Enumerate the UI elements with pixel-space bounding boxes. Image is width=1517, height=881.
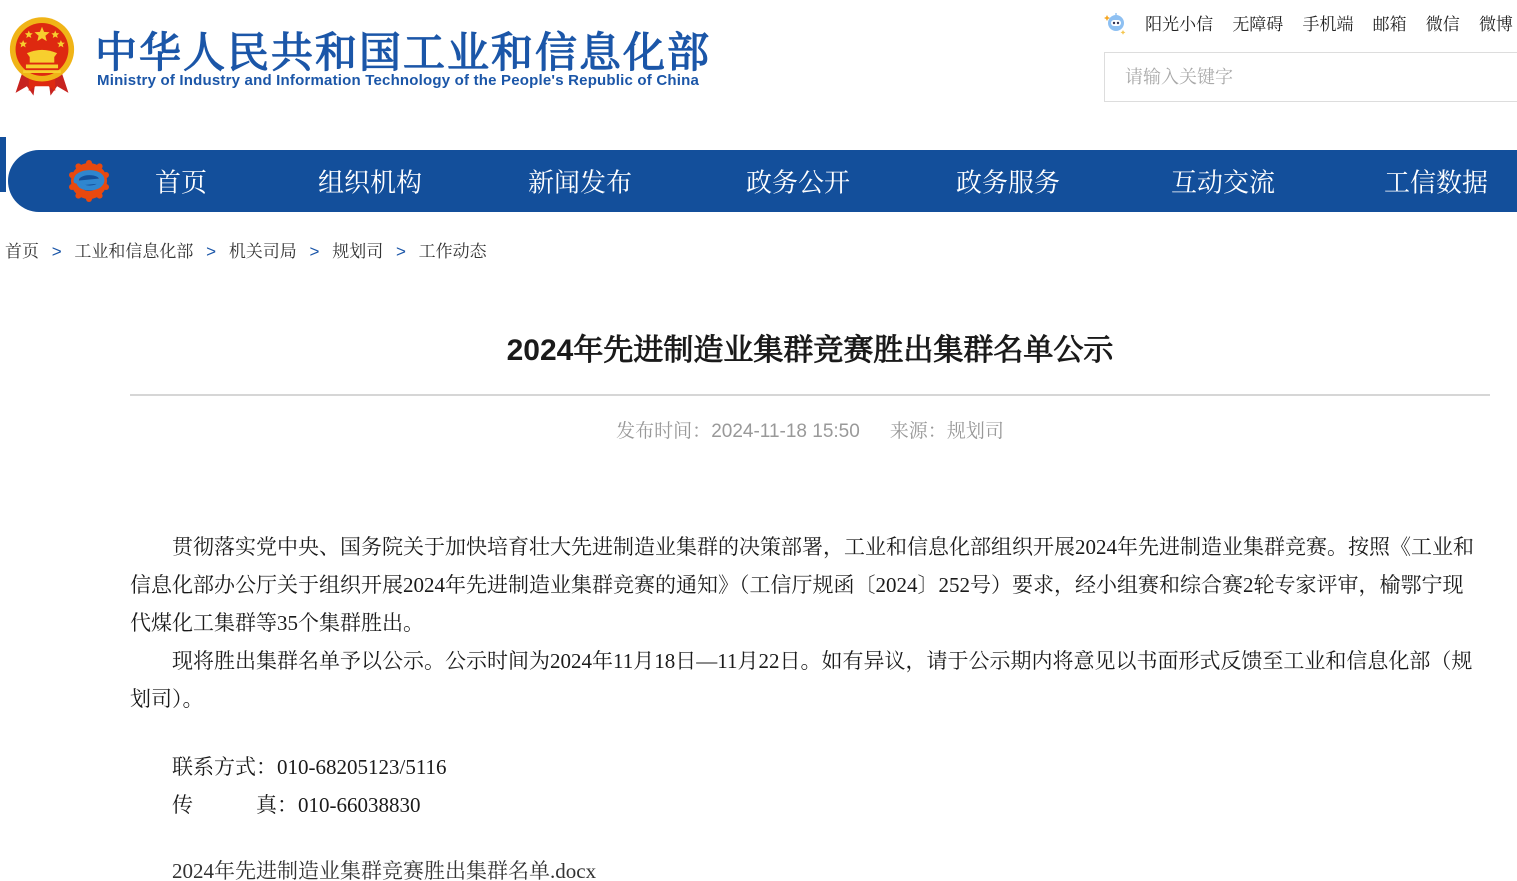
attachment-link[interactable]: 2024年先进制造业集群竞赛胜出集群名单.docx xyxy=(172,859,597,881)
breadcrumb-departments[interactable]: 机关司局 xyxy=(228,242,297,261)
national-emblem-logo[interactable] xyxy=(8,12,76,100)
breadcrumb-separator: > xyxy=(51,242,62,261)
nav-left-notch xyxy=(0,137,6,192)
publish-time: 2024-11-18 15:50 xyxy=(711,421,860,442)
breadcrumb-miit[interactable]: 工业和信息化部 xyxy=(74,242,194,261)
quick-link-mail[interactable]: 邮箱 xyxy=(1372,15,1407,34)
breadcrumb-separator: > xyxy=(206,242,217,261)
breadcrumb-work-updates[interactable]: 工作动态 xyxy=(418,242,487,261)
attachment-row xyxy=(130,852,1475,881)
miit-gear-logo-icon[interactable] xyxy=(66,158,112,204)
title-divider xyxy=(130,394,1490,396)
source-label: 来源： xyxy=(889,421,947,442)
contact-fax: 传 真：010-66038830 xyxy=(172,793,421,817)
nav-item-news[interactable]: 新闻发布 xyxy=(527,167,633,198)
site-title: 中华人民共和国工业和信息化部 xyxy=(95,29,712,76)
article-meta xyxy=(130,416,1490,442)
breadcrumb-separator: > xyxy=(309,242,320,261)
quick-link-wechat[interactable]: 微信 xyxy=(1425,15,1460,34)
main-nav xyxy=(8,150,1517,212)
nav-item-miit-data[interactable]: 工信数据 xyxy=(1383,167,1489,198)
header-quick-links xyxy=(1104,10,1513,35)
search-box xyxy=(1104,52,1517,102)
contact-block xyxy=(130,748,1475,824)
paragraph-2: 现将胜出集群名单予以公示。公示时间为2024年11月18日—11月22日。如有异议，请于公示期内将意见以书面形式反馈至工业和信息化部（规划司）。 xyxy=(130,649,1473,711)
article xyxy=(130,318,1490,881)
nav-item-home[interactable]: 首页 xyxy=(154,167,208,198)
breadcrumb-home[interactable]: 首页 xyxy=(5,242,39,261)
source-value: 规划司 xyxy=(946,421,1004,442)
breadcrumb-separator: > xyxy=(395,242,406,261)
chatbot-icon[interactable] xyxy=(1104,11,1126,35)
publish-time-label: 发布时间： xyxy=(616,421,712,442)
national-emblem-icon xyxy=(8,12,76,100)
breadcrumb-planning-dept[interactable]: 规划司 xyxy=(332,242,384,261)
site-subtitle: Ministry of Industry and Information Technology of the People's Republic of China xyxy=(97,72,700,89)
quick-link-mobile[interactable]: 手机端 xyxy=(1302,15,1354,34)
nav-item-organization[interactable]: 组织机构 xyxy=(317,167,423,198)
paragraph-1: 贯彻落实党中央、国务院关于加快培育壮大先进制造业集群的决策部署，工业和信息化部组织开展2024年先进制造业集群竞赛。按照《工业和信息化部办公厅关于组织开展2024年先进制造业集群竞赛的通知》（工信厅规函〔2024〕252号）要求，经小组赛和综合赛2轮专家评审，榆鄂宁现代煤化工集群等35个集群胜出。 xyxy=(130,535,1474,635)
nav-item-gov-service[interactable]: 政务服务 xyxy=(955,167,1061,198)
quick-link-accessibility[interactable]: 无障碍 xyxy=(1232,15,1284,34)
contact-phone: 联系方式：010-68205123/5116 xyxy=(172,755,447,779)
nav-item-gov-info[interactable]: 政务公开 xyxy=(745,167,851,198)
nav-item-interaction[interactable]: 互动交流 xyxy=(1170,167,1276,198)
article-title: 2024年先进制造业集群竞赛胜出集群名单公示 xyxy=(506,334,1114,367)
quick-link-weibo[interactable]: 微博 xyxy=(1478,15,1513,34)
breadcrumb xyxy=(5,237,487,262)
search-input[interactable] xyxy=(1105,53,1517,101)
quick-link-chatbot[interactable]: 阳光小信 xyxy=(1145,15,1214,34)
article-body xyxy=(130,528,1475,881)
